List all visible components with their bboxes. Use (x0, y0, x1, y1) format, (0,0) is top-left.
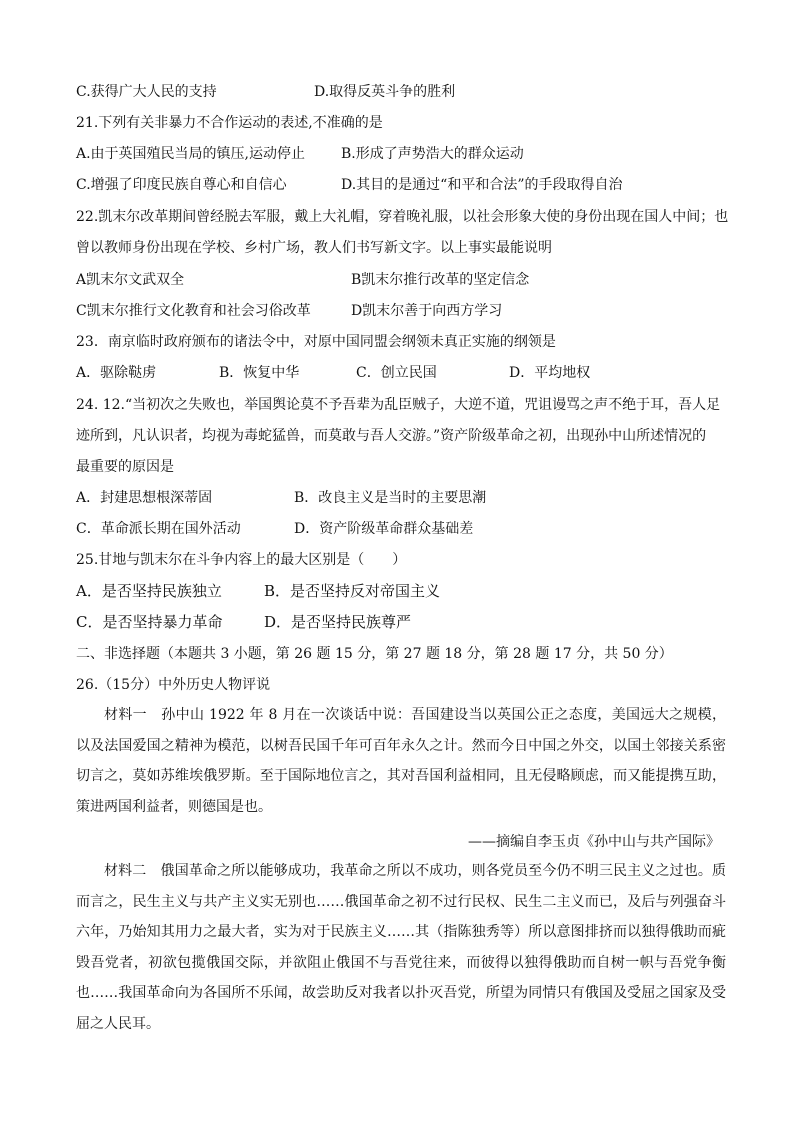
q23-stem: 23．南京临时政府颁布的诸法令中，对原中国同盟会纲领未真正实施的纲领是 (76, 334, 556, 350)
q21-option-b: B.形成了声势浩大的群众运动 (341, 146, 524, 162)
q25-option-a: A．是否坚持民族独立 (76, 582, 222, 600)
q23-option-a: A．驱除鞑虏 (76, 365, 157, 381)
q24-stem-line-3: 最重要的原因是 (76, 459, 174, 475)
q26-heading: 26.（15分）中外历史人物评说 (76, 677, 271, 693)
q22-option-a: A凯末尔文武双全 (76, 272, 185, 288)
q25-option-b: B．是否坚持反对帝国主义 (264, 582, 441, 600)
q20-option-d: D.取得反英斗争的胜利 (314, 84, 456, 100)
q24-option-c: C．革命派长期在国外活动 (76, 521, 241, 537)
q21-option-d: D.其目的是通过“和平和合法”的手段取得自治 (341, 177, 623, 193)
q22-option-b: B凯末尔推行改革的坚定信念 (351, 272, 530, 288)
q22-stem-line-1: 22.凯末尔改革期间曾经脱去军服，戴上大礼帽，穿着晚礼服，以社会形象大使的身份出现在国人中间；也 (76, 209, 729, 225)
q24-stem-line-1: 24. 12.“当初次之失败也，举国舆论莫不予吾辈为乱臣贼子，大逆不道，咒诅谩骂之声不绝于耳，吾人足 (76, 397, 721, 413)
q24-option-b: B．改良主义是当时的主要思潮 (294, 490, 487, 506)
q25-option-d: D．是否坚持民族尊严 (264, 613, 412, 631)
q22-option-d: D凯末尔善于向西方学习 (351, 303, 503, 319)
q26-material-1: 材料一 孙中山 1922 年 8 月在一次谈话中说：吾国建设当以英国公正之态度，美国远大之规模，以及法国爱国之精神为模范，以树吾民国千年可百年永久之计。然而今日中国之外交，以国土邻接关系密切言之，莫如苏维埃俄罗斯。至于国际地位言之，其对吾国利益相同，且无侵略顾虑，而又能提携互助，策进两国利益者，则德国是也。 (76, 707, 726, 815)
q25-option-c: C．是否坚持暴力革命 (76, 613, 223, 631)
q25-stem: 25.甘地与凯末尔在斗争内容上的最大区别是（ ） (76, 552, 407, 568)
q21-option-a: A.由于英国殖民当局的镇压,运动停止 (76, 146, 306, 162)
q23-option-b: B．恢复中华 (219, 365, 300, 381)
q21-stem: 21.下列有关非暴力不合作运动的表述,不准确的是 (76, 115, 383, 131)
q22-stem-line-2: 曾以教师身份出现在学校、乡村广场，教人们书写新文字。以上事实最能说明 (76, 240, 552, 256)
q26-material-2: 材料二 俄国革命之所以能够成功，我革命之所以不成功，则各党员至今仍不明三民主义之过也。质而言之，民生主义与共产主义实无别也……俄国革命之初不过行民权、民生二主义而已，及后与列强奋斗六年，乃始知其用力之最大者，实为对于民族主义……其（指陈独秀等）所以意图排挤而以独得俄助而疵毁吾党者，初欲包揽俄国交际，并欲阻止俄国不与吾党往来，而彼得以独得俄助而自树一帜与吾党争衡也……我国革命向为各国所不乐闻，故尝助反对我者以扑灭吾党，所望为同情只有俄国及受屈之国家及受屈之人民耳。 (76, 863, 726, 1032)
q24-option-a: A．封建思想根深蒂固 (76, 490, 213, 506)
section-2-heading: 二、非选择题（本题共 3 小题，第 26 题 15 分，第 27 题 18 分，第 28 题 17 分，共 50 分） (76, 646, 673, 662)
q24-stem-line-2: 迹所到，凡认识者，均视为毒蛇猛兽，而莫敢与吾人交游。”资产阶级革命之初，出现孙中山所述情况的 (76, 428, 707, 444)
q23-option-d: D．平均地权 (509, 365, 591, 381)
q26-source-1: ——摘编自李玉贞《孙中山与共产国际》 (468, 834, 720, 850)
q24-option-d: D．资产阶级革命群众基础差 (294, 521, 474, 537)
q23-option-c: C．创立民国 (356, 365, 437, 381)
q22-option-c: C凯末尔推行文化教育和社会习俗改革 (76, 303, 311, 319)
q21-option-c: C.增强了印度民族自尊心和自信心 (76, 177, 287, 193)
q20-option-c: C.获得广大人民的支持 (76, 84, 217, 100)
